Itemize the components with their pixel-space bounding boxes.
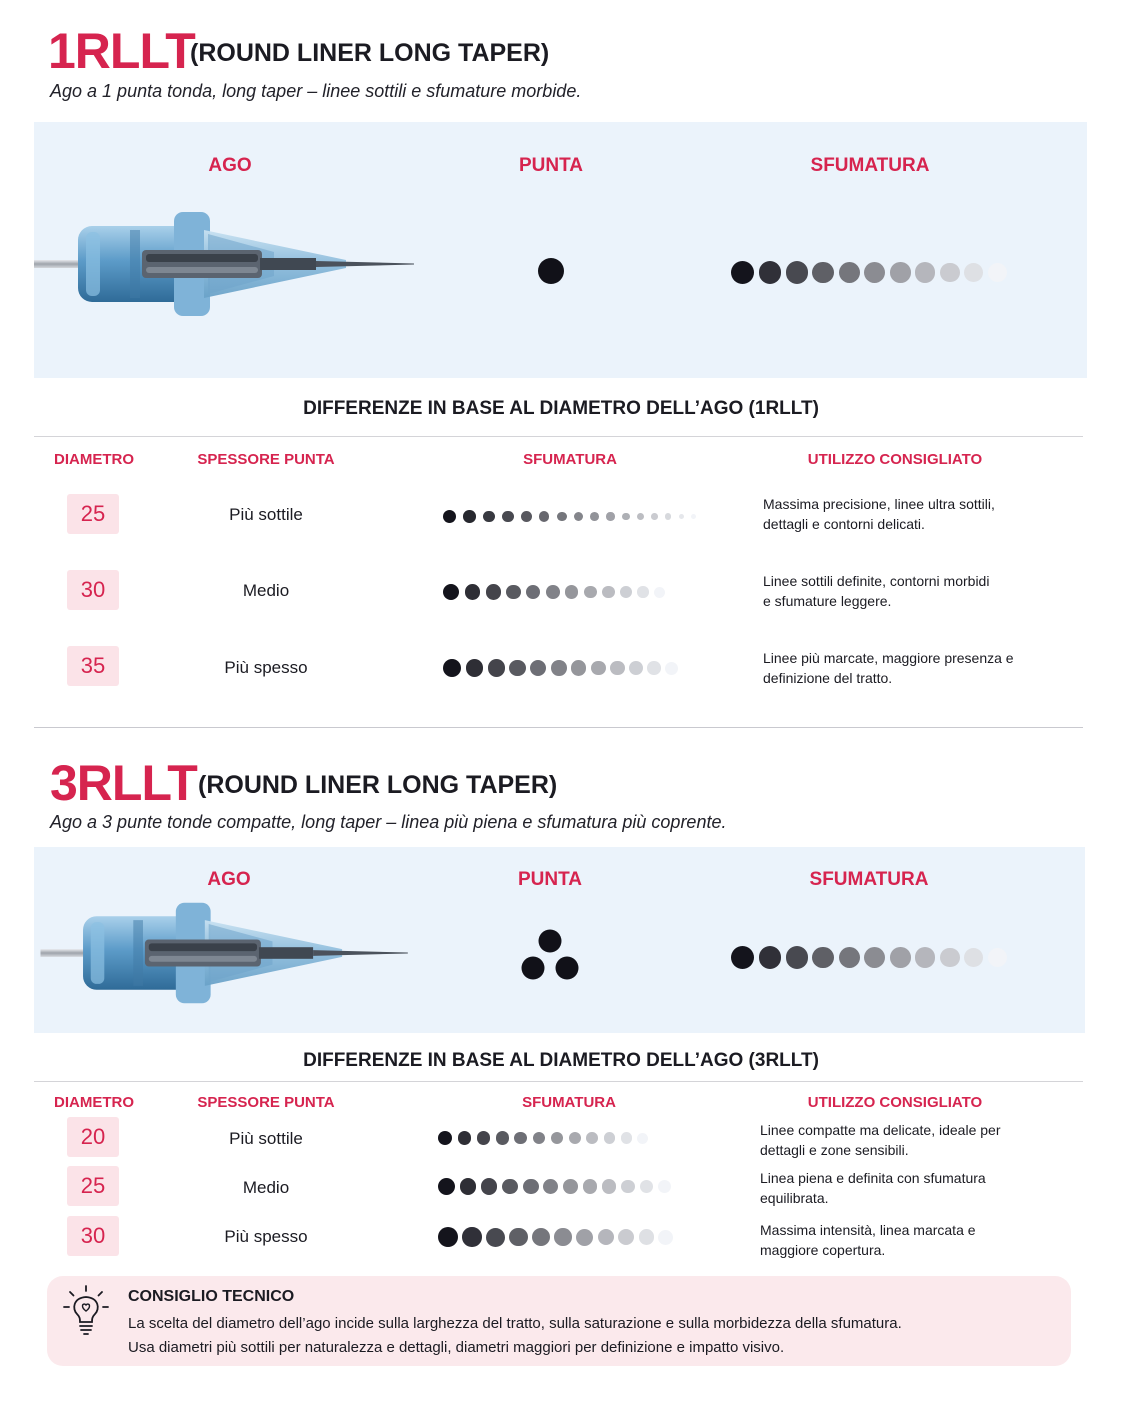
panel-ago-label: AGO [207,869,251,890]
shading-dot [839,262,860,283]
divider [34,1081,1083,1082]
shading-dot [571,660,586,675]
section-subtitle: (ROUND LINER LONG TAPER) [198,771,558,799]
header-diametro: DIAMETRO [54,1094,134,1111]
diameter-badge: 20 [67,1117,119,1157]
tip-three-points-icon [518,925,584,985]
shading-dot [658,1180,671,1193]
shading-dot [509,1228,528,1247]
shading-dot [532,1228,550,1246]
utilizzo-line: Linee sottili definite, contorni morbidi [763,573,990,589]
shading-dot [526,585,540,599]
shading-dot [591,661,606,676]
shading-dot [546,585,560,599]
shading-dot [940,948,960,968]
shading-dot [890,262,911,283]
shading-dot [812,262,834,284]
shading-dots [438,1227,678,1247]
shading-dot [514,1132,527,1145]
shading-dot [565,585,578,598]
shading-dot [637,513,644,520]
shading-dot [590,512,599,521]
panel-punta-label: PUNTA [518,155,584,176]
panel-punta-label: PUNTA [517,869,583,890]
shading-dot [812,947,834,969]
section-code: 3RLLT [50,755,197,811]
shading-dot [786,946,808,968]
shading-dot [658,1230,673,1245]
shading-dot [629,661,643,675]
shading-dot [506,585,521,600]
needle-panel [34,122,1087,378]
shading-dot [443,659,461,677]
shading-dot [563,1179,578,1194]
shading-dot [462,1227,482,1247]
shading-dot [621,1180,635,1194]
shading-dots [731,946,1011,969]
spessore-value: Più spesso [224,658,308,677]
shading-dot [665,513,671,519]
header-spessore: SPESSORE PUNTA [197,1094,335,1111]
utilizzo-line: Linea piena e definita con sfumatura [760,1170,986,1186]
shading-dot [463,510,475,522]
tip-box [47,1276,1071,1366]
shading-dot [940,263,960,283]
shading-dot [443,584,459,600]
spessore-value: Medio [242,1178,290,1197]
shading-dot [890,947,911,968]
shading-dot [438,1227,458,1247]
shading-dot [466,659,484,677]
shading-dot [481,1178,497,1194]
shading-dot [637,586,648,597]
table-title: DIFFERENZE IN BASE AL DIAMETRO DELL’AGO (1RLLT) [303,398,819,419]
header-utilizzo: UTILIZZO CONSIGLIATO [807,1094,983,1111]
shading-dot [654,587,665,598]
spessore-value: Medio [242,581,290,600]
utilizzo-text [763,494,1053,534]
utilizzo-text [760,1168,1050,1208]
diameter-badge: 30 [67,570,119,610]
diameter-badge: 35 [67,646,119,686]
table-title: DIFFERENZE IN BASE AL DIAMETRO DELL’AGO (3RLLT) [303,1050,819,1071]
utilizzo-line: Linee più marcate, maggiore presenza e [763,650,1014,666]
needle-cartridge-image [34,895,424,1011]
shading-dot [486,1228,505,1247]
utilizzo-line: Linee compatte ma delicate, ideale per [760,1122,1001,1138]
shading-dot [621,1132,632,1143]
shading-dots [438,1131,654,1145]
shading-dot [438,1178,455,1195]
shading-dot [618,1229,634,1245]
utilizzo-line: Massima intensità, linea marcata e [760,1222,976,1238]
shading-dot [586,1132,598,1144]
section-description: Ago a 3 punte tonde compatte, long taper – linea più piena e sfumatura più coprente. [50,812,727,832]
spessore-value: Più spesso [224,1227,308,1246]
shading-dot [486,584,501,599]
spessore-value: Più sottile [229,505,303,524]
panel-sfumatura-label: SFUMATURA [810,155,930,176]
header-sfumatura: SFUMATURA [523,451,617,468]
shading-dot [554,1228,572,1246]
utilizzo-text [763,648,1053,688]
needle-panel [34,847,1085,1033]
shading-dot [569,1132,581,1144]
section-description: Ago a 1 punta tonda, long taper – linee sottili e sfumature morbide. [50,81,582,101]
shading-dot [557,512,567,522]
shading-dots [443,659,683,677]
shading-dot [502,1179,518,1195]
shading-dot [488,659,505,676]
shading-dot [786,261,808,283]
shading-dot [460,1178,477,1195]
shading-dot [637,1133,648,1144]
header-diametro: DIAMETRO [54,451,134,468]
shading-dot [465,584,481,600]
utilizzo-line: equilibrata. [760,1190,829,1206]
utilizzo-text [763,571,1053,611]
shading-dot [610,661,624,675]
shading-dot [576,1229,593,1246]
utilizzo-text [760,1120,1050,1160]
needle-cartridge-image [34,204,424,324]
panel-ago-label: AGO [208,155,252,176]
shading-dot [864,262,885,283]
shading-dot [691,514,696,519]
panel-sfumatura-label: SFUMATURA [809,869,929,890]
shading-dot [639,1229,655,1245]
shading-dot [839,947,860,968]
shading-dot [521,511,532,522]
shading-dot [443,510,456,523]
shading-dot [988,263,1007,282]
shading-dot [502,511,513,522]
shading-dot [606,512,614,520]
shading-dot [438,1131,452,1145]
shading-dot [915,262,935,282]
shading-dot [964,263,983,282]
shading-dot [598,1229,615,1246]
diameter-badge: 25 [67,494,119,534]
header-utilizzo: UTILIZZO CONSIGLIATO [807,451,983,468]
tip-title: CONSIGLIO TECNICO [128,1288,295,1305]
shading-dot [551,1132,563,1144]
shading-dot [964,948,983,967]
shading-dots [443,584,671,600]
shading-dot [731,946,754,969]
section-divider [34,727,1083,728]
diameter-badge: 30 [67,1216,119,1256]
shading-dot [864,947,885,968]
tip-text-line: La scelta del diametro dell’ago incide sulla larghezza del tratto, sulla saturazione e sulla morbidezza della sfumatura. [128,1315,902,1332]
shading-dot [651,513,658,520]
shading-dot [602,1179,616,1193]
shading-dot [509,660,526,677]
utilizzo-line: e sfumature leggere. [763,593,892,609]
shading-dot [620,586,632,598]
utilizzo-line: Massima precisione, linee ultra sottili, [763,496,995,512]
shading-dot [604,1132,616,1144]
shading-dot [523,1179,539,1195]
shading-dot [551,660,567,676]
utilizzo-text [760,1220,1050,1260]
shading-dot [533,1132,546,1145]
shading-dot [622,513,630,521]
shading-dot [915,947,935,967]
spessore-value: Più sottile [229,1129,303,1148]
shading-dot [574,512,583,521]
section-subtitle: (ROUND LINER LONG TAPER) [190,39,550,67]
shading-dots [443,510,704,523]
lightbulb-icon [61,1284,111,1338]
divider [34,436,1083,437]
header-spessore: SPESSORE PUNTA [197,451,335,468]
tip-text-line: Usa diametri più sottili per naturalezza e dettagli, diametri maggiori per definizione e impatto visivo. [128,1339,785,1356]
utilizzo-line: maggiore copertura. [760,1242,886,1258]
shading-dot [665,662,678,675]
shading-dot [988,948,1007,967]
header-sfumatura: SFUMATURA [522,1094,616,1111]
shading-dot [539,511,549,521]
shading-dot [679,514,685,520]
shading-dot [483,511,495,523]
tip-single-point-icon [534,254,574,294]
shading-dot [543,1179,558,1194]
shading-dot [647,661,660,674]
utilizzo-line: dettagli e contorni delicati. [763,516,925,532]
shading-dot [731,261,754,284]
diameter-badge: 25 [67,1166,119,1206]
section-code: 1RLLT [48,23,195,79]
shading-dots [731,261,1011,284]
shading-dot [759,946,782,969]
shading-dot [530,660,546,676]
shading-dots [438,1178,675,1195]
shading-dot [640,1180,653,1193]
shading-dot [584,586,597,599]
shading-dot [759,261,782,284]
shading-dot [602,586,614,598]
shading-dot [458,1131,472,1145]
utilizzo-line: definizione del tratto. [763,670,893,686]
shading-dot [583,1179,597,1193]
shading-dot [477,1131,490,1144]
shading-dot [496,1131,509,1144]
utilizzo-line: dettagli e zone sensibili. [760,1142,909,1158]
